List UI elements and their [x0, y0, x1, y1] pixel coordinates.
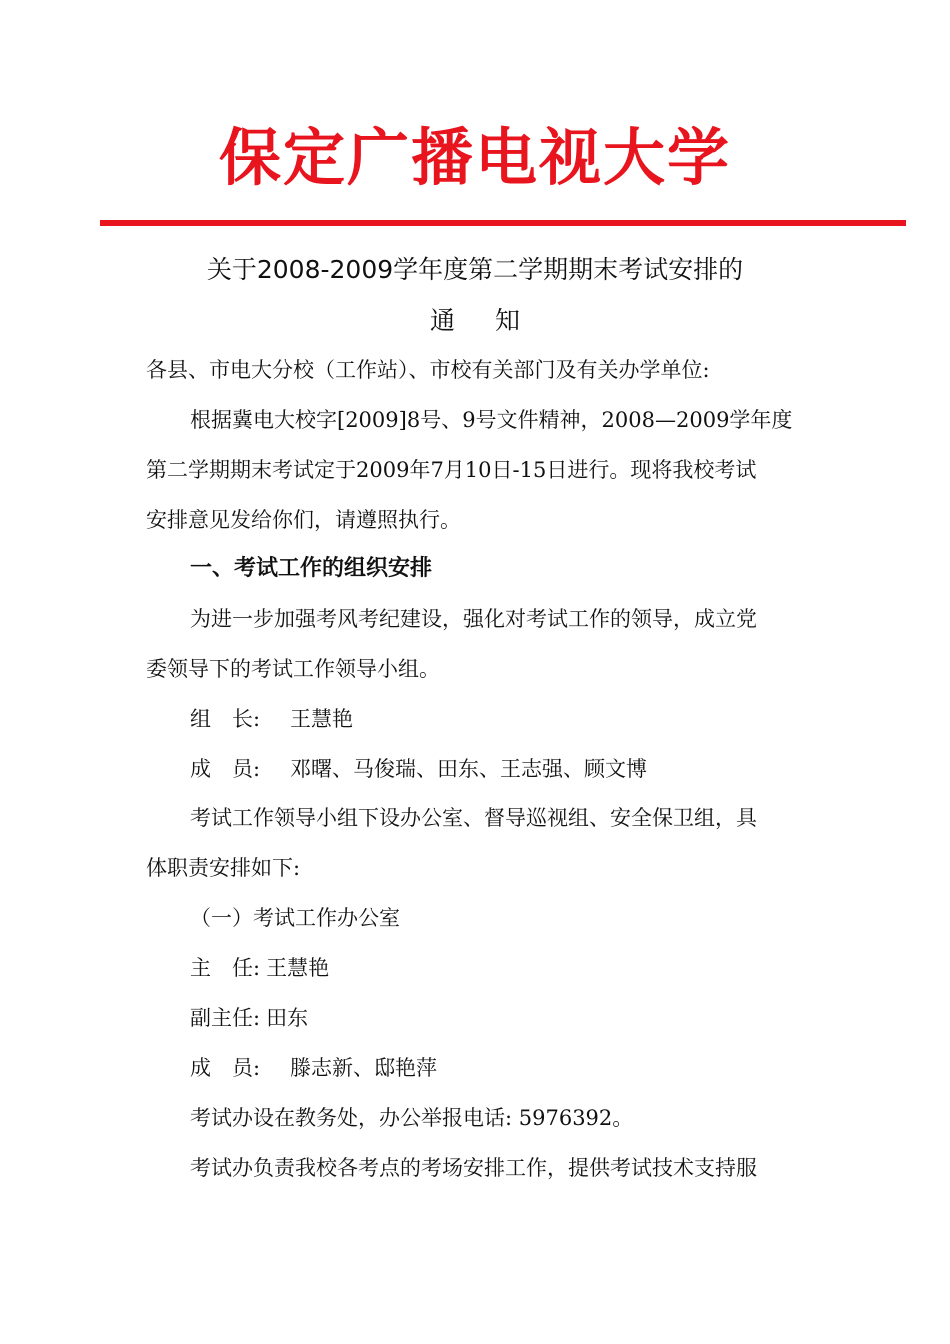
para1-line2: 第二学期期末考试定于2009年7月10日-15日进行。现将我校考试: [146, 458, 757, 482]
office-location: 考试办设在教务处，办公举报电话: 5976392。: [190, 1106, 634, 1130]
section1-heading: 一、考试工作的组织安排: [190, 556, 433, 581]
masthead-title: 保定广播电视大学: [218, 121, 731, 194]
para2-line1: 为进一步加强考风考纪建设，强化对考试工作的领导，成立党: [190, 607, 757, 631]
members-row: [190, 751, 870, 787]
notice-title-line2: [0, 303, 950, 339]
office-members-value: 滕志新、邸艳萍: [290, 1056, 437, 1080]
office-members-label: 成 员:: [190, 1056, 261, 1080]
office-members-row: [190, 1050, 870, 1086]
para4-line1: 考试办负责我校各考点的考场安排工作，提供考试技术支持服: [190, 1156, 757, 1180]
para1-line1: 根据冀电大校字[2009]8号、9号文件精神，2008—2009学年度: [190, 408, 793, 432]
director-value: 王慧艳: [266, 956, 330, 980]
leader-row: [190, 701, 870, 737]
deputy-row: [190, 1000, 870, 1036]
members-label: 成 员:: [190, 757, 261, 781]
para2-line2: 委领导下的考试工作领导小组。: [146, 657, 440, 681]
para3-line1: 考试工作领导小组下设办公室、督导巡视组、安全保卫组，具: [190, 806, 757, 830]
deputy-label: 副主任:: [190, 1006, 261, 1030]
notice-title-char-2: 知: [495, 306, 521, 335]
red-divider: [100, 220, 906, 226]
notice-title-char-1: 通: [429, 306, 455, 335]
leader-label: 组 长:: [190, 707, 261, 731]
director-label: 主 任:: [190, 956, 261, 980]
para1-line3: 安排意见发给你们，请遵照执行。: [146, 508, 461, 532]
salutation: 各县、市电大分校（工作站）、市校有关部门及有关办学单位:: [146, 358, 710, 382]
para3-line2: 体职责安排如下:: [146, 856, 301, 880]
notice-title-line1: 关于2008-2009学年度第二学期期末考试安排的: [206, 255, 744, 284]
director-row: [190, 950, 870, 986]
members-value: 邓曙、马俊瑞、田东、王志强、顾文博: [290, 757, 647, 781]
leader-value: 王慧艳: [290, 707, 353, 731]
sub1-heading: （一）考试工作办公室: [190, 906, 400, 930]
deputy-value: 田东: [266, 1006, 309, 1030]
